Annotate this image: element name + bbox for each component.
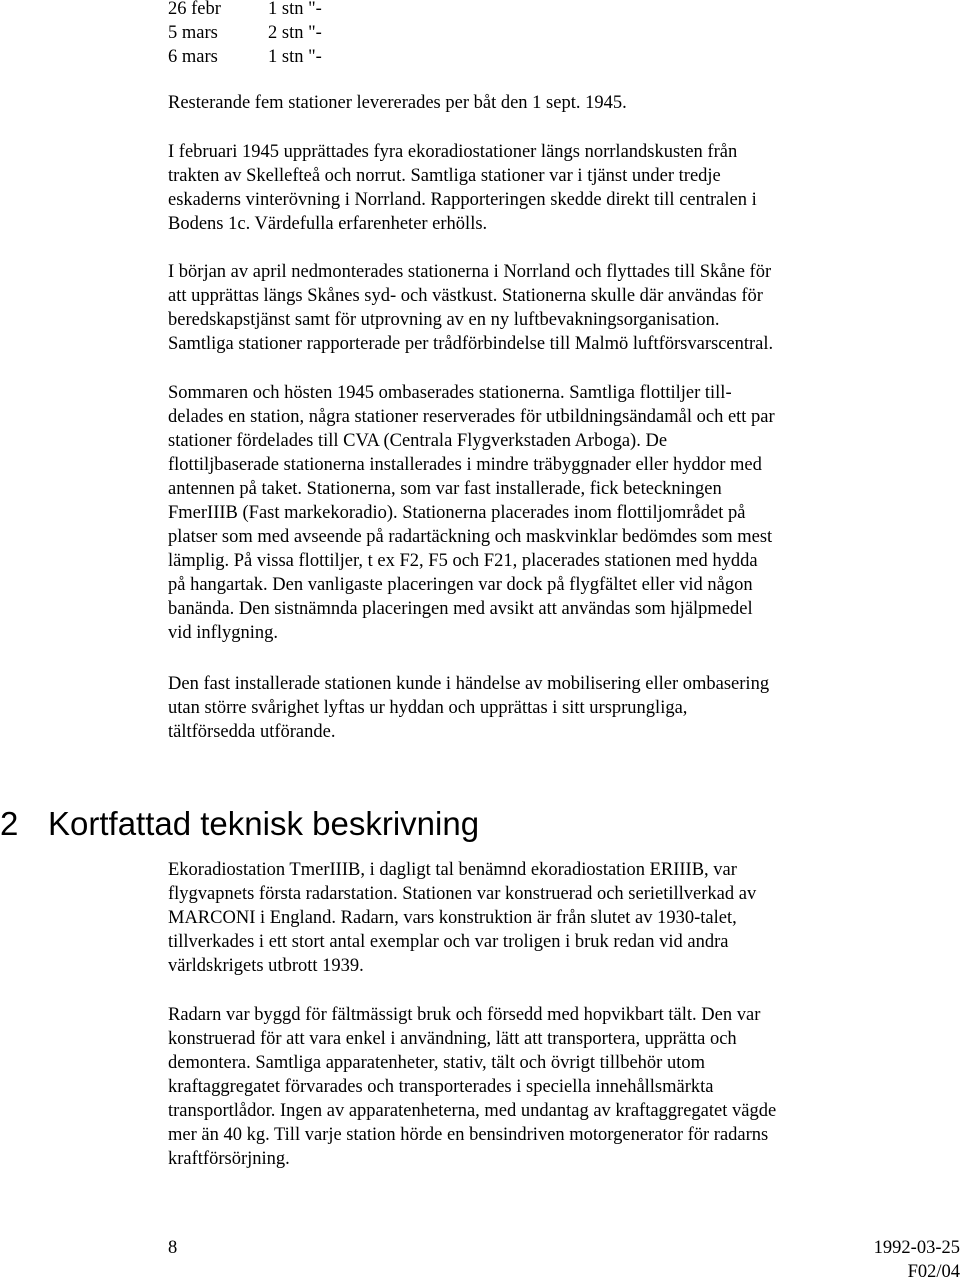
schedule-count: 2 stn "- [268, 23, 322, 43]
text-line: mer än 40 kg. Till varje station hörde en bensindriven motorgenerator för radarns [168, 1125, 769, 1145]
text-line: transportlådor. Ingen av apparatenheterna, med undantag av kraftaggregatet vägde [168, 1101, 777, 1121]
text-line: Resterande fem stationer levererades per båt den 1 sept. 1945. [168, 93, 627, 113]
schedule-date: 26 febr [168, 0, 221, 19]
text-line: Sommaren och hösten 1945 ombaserades stationerna. Samtliga flottiljer till- [168, 383, 732, 403]
text-line: vid inflygning. [168, 623, 278, 643]
section-heading [0, 804, 479, 844]
paragraph-norrland-stations [168, 140, 868, 236]
text-line: på hangartak. Den vanligaste placeringen var dock på flygfältet eller vid någon [168, 575, 753, 595]
section-title: Kortfattad teknisk beskrivning [48, 805, 480, 842]
text-line: I början av april nedmonterades stationerna i Norrland och flyttades till Skåne för [168, 262, 772, 282]
paragraph-delivery [168, 91, 868, 115]
text-line: kraftaggregatet förvarades och transporterades i speciella innehållsmärkta [168, 1077, 714, 1097]
text-line: Samtliga stationer rapporterade per trådförbindelse till Malmö luftförsvarscentral. [168, 334, 774, 354]
paragraph-rebasing [168, 381, 868, 645]
text-line: demontera. Samtliga apparatenheter, stativ, tält och övrigt tillbehör utom [168, 1053, 705, 1073]
text-line: antennen på taket. Stationerna, som var fast installerade, fick beteckningen [168, 479, 722, 499]
paragraph-station-intro [168, 858, 868, 978]
text-line: MARCONI i England. Radarn, vars konstruktion är från slutet av 1930-talet, [168, 908, 737, 928]
text-line: Den fast installerade stationen kunde i händelse av mobilisering eller ombasering [168, 674, 770, 694]
schedule-row [168, 21, 322, 45]
page-number: 8 [168, 1238, 178, 1258]
text-line: lämplig. På vissa flottiljer, t ex F2, F5 och F21, placerades stationen med hydda [168, 551, 758, 571]
footer-date: 1992-03-25 [873, 1238, 960, 1258]
text-line: konstruerad för att vara enkel i användning, lätt att transportera, upprätta och [168, 1029, 737, 1049]
schedule-count: 1 stn "- [268, 0, 322, 19]
schedule-row [168, 45, 322, 69]
text-line: tältförsedda utförande. [168, 722, 336, 742]
section-number: 2 [0, 805, 19, 842]
footer-meta [874, 1236, 960, 1284]
text-line: utan större svårighet lyftas ur hyddan och upprättas i sitt ursprungliga, [168, 698, 688, 718]
text-line: FmerIIIB (Fast markekoradio). Stationerna placerades inom flottiljområdet på [168, 503, 746, 523]
text-line: eskaderns vinterövning i Norrland. Rapporteringen skedde direkt till centralen i [168, 190, 757, 210]
text-line: Ekoradiostation TmerIIIB, i dagligt tal benämnd ekoradiostation ERIIIB, var [168, 860, 737, 880]
text-line: Bodens 1c. Värdefulla erfarenheter erhölls. [168, 214, 488, 234]
text-line: platser som med avseende på radartäckning och maskvinklar bedömdes som mest [168, 527, 773, 547]
text-line: världskrigets utbrott 1939. [168, 956, 364, 976]
delivery-schedule [168, 0, 322, 69]
text-line: Radarn var byggd för fältmässigt bruk och försedd med hopvikbart tält. Den var [168, 1005, 761, 1025]
text-line: I februari 1945 upprättades fyra ekoradiostationer längs norrlandskusten från [168, 142, 738, 162]
text-line: flygvapnets första radarstation. Stationen var konstruerad och serietillverkad av [168, 884, 757, 904]
text-line: flottiljbaserade stationerna installerades i mindre träbyggnader eller hyddor med [168, 455, 762, 475]
paragraph-field-use [168, 1003, 868, 1171]
schedule-date: 6 mars [168, 47, 218, 67]
text-line: kraftförsörjning. [168, 1149, 290, 1169]
schedule-count: 1 stn "- [268, 47, 322, 67]
schedule-date: 5 mars [168, 23, 218, 43]
text-line: delades en station, några stationer reserverades för utbildningsändamål och ett par [168, 407, 775, 427]
text-line: beredskapstjänst samt för utprovning av en ny luftbevakningsorganisation. [168, 310, 720, 330]
paragraph-mobilization [168, 672, 868, 744]
text-line: stationer fördelades till CVA (Centrala Flygverkstaden Arboga). De [168, 431, 668, 451]
paragraph-skane-relocation [168, 260, 868, 356]
text-line: tillverkades i ett stort antal exemplar och var troligen i bruk redan vid andra [168, 932, 729, 952]
text-line: att upprättas längs Skånes syd- och västkust. Stationerna skulle där användas för [168, 286, 763, 306]
text-line: trakten av Skellefteå och norrut. Samtliga stationer var i tjänst under tredje [168, 166, 721, 186]
footer-doc-code: F02/04 [907, 1262, 960, 1282]
schedule-row [168, 0, 322, 21]
text-line: banända. Den sistnämnda placeringen med avsikt att användas som hjälpmedel [168, 599, 753, 619]
